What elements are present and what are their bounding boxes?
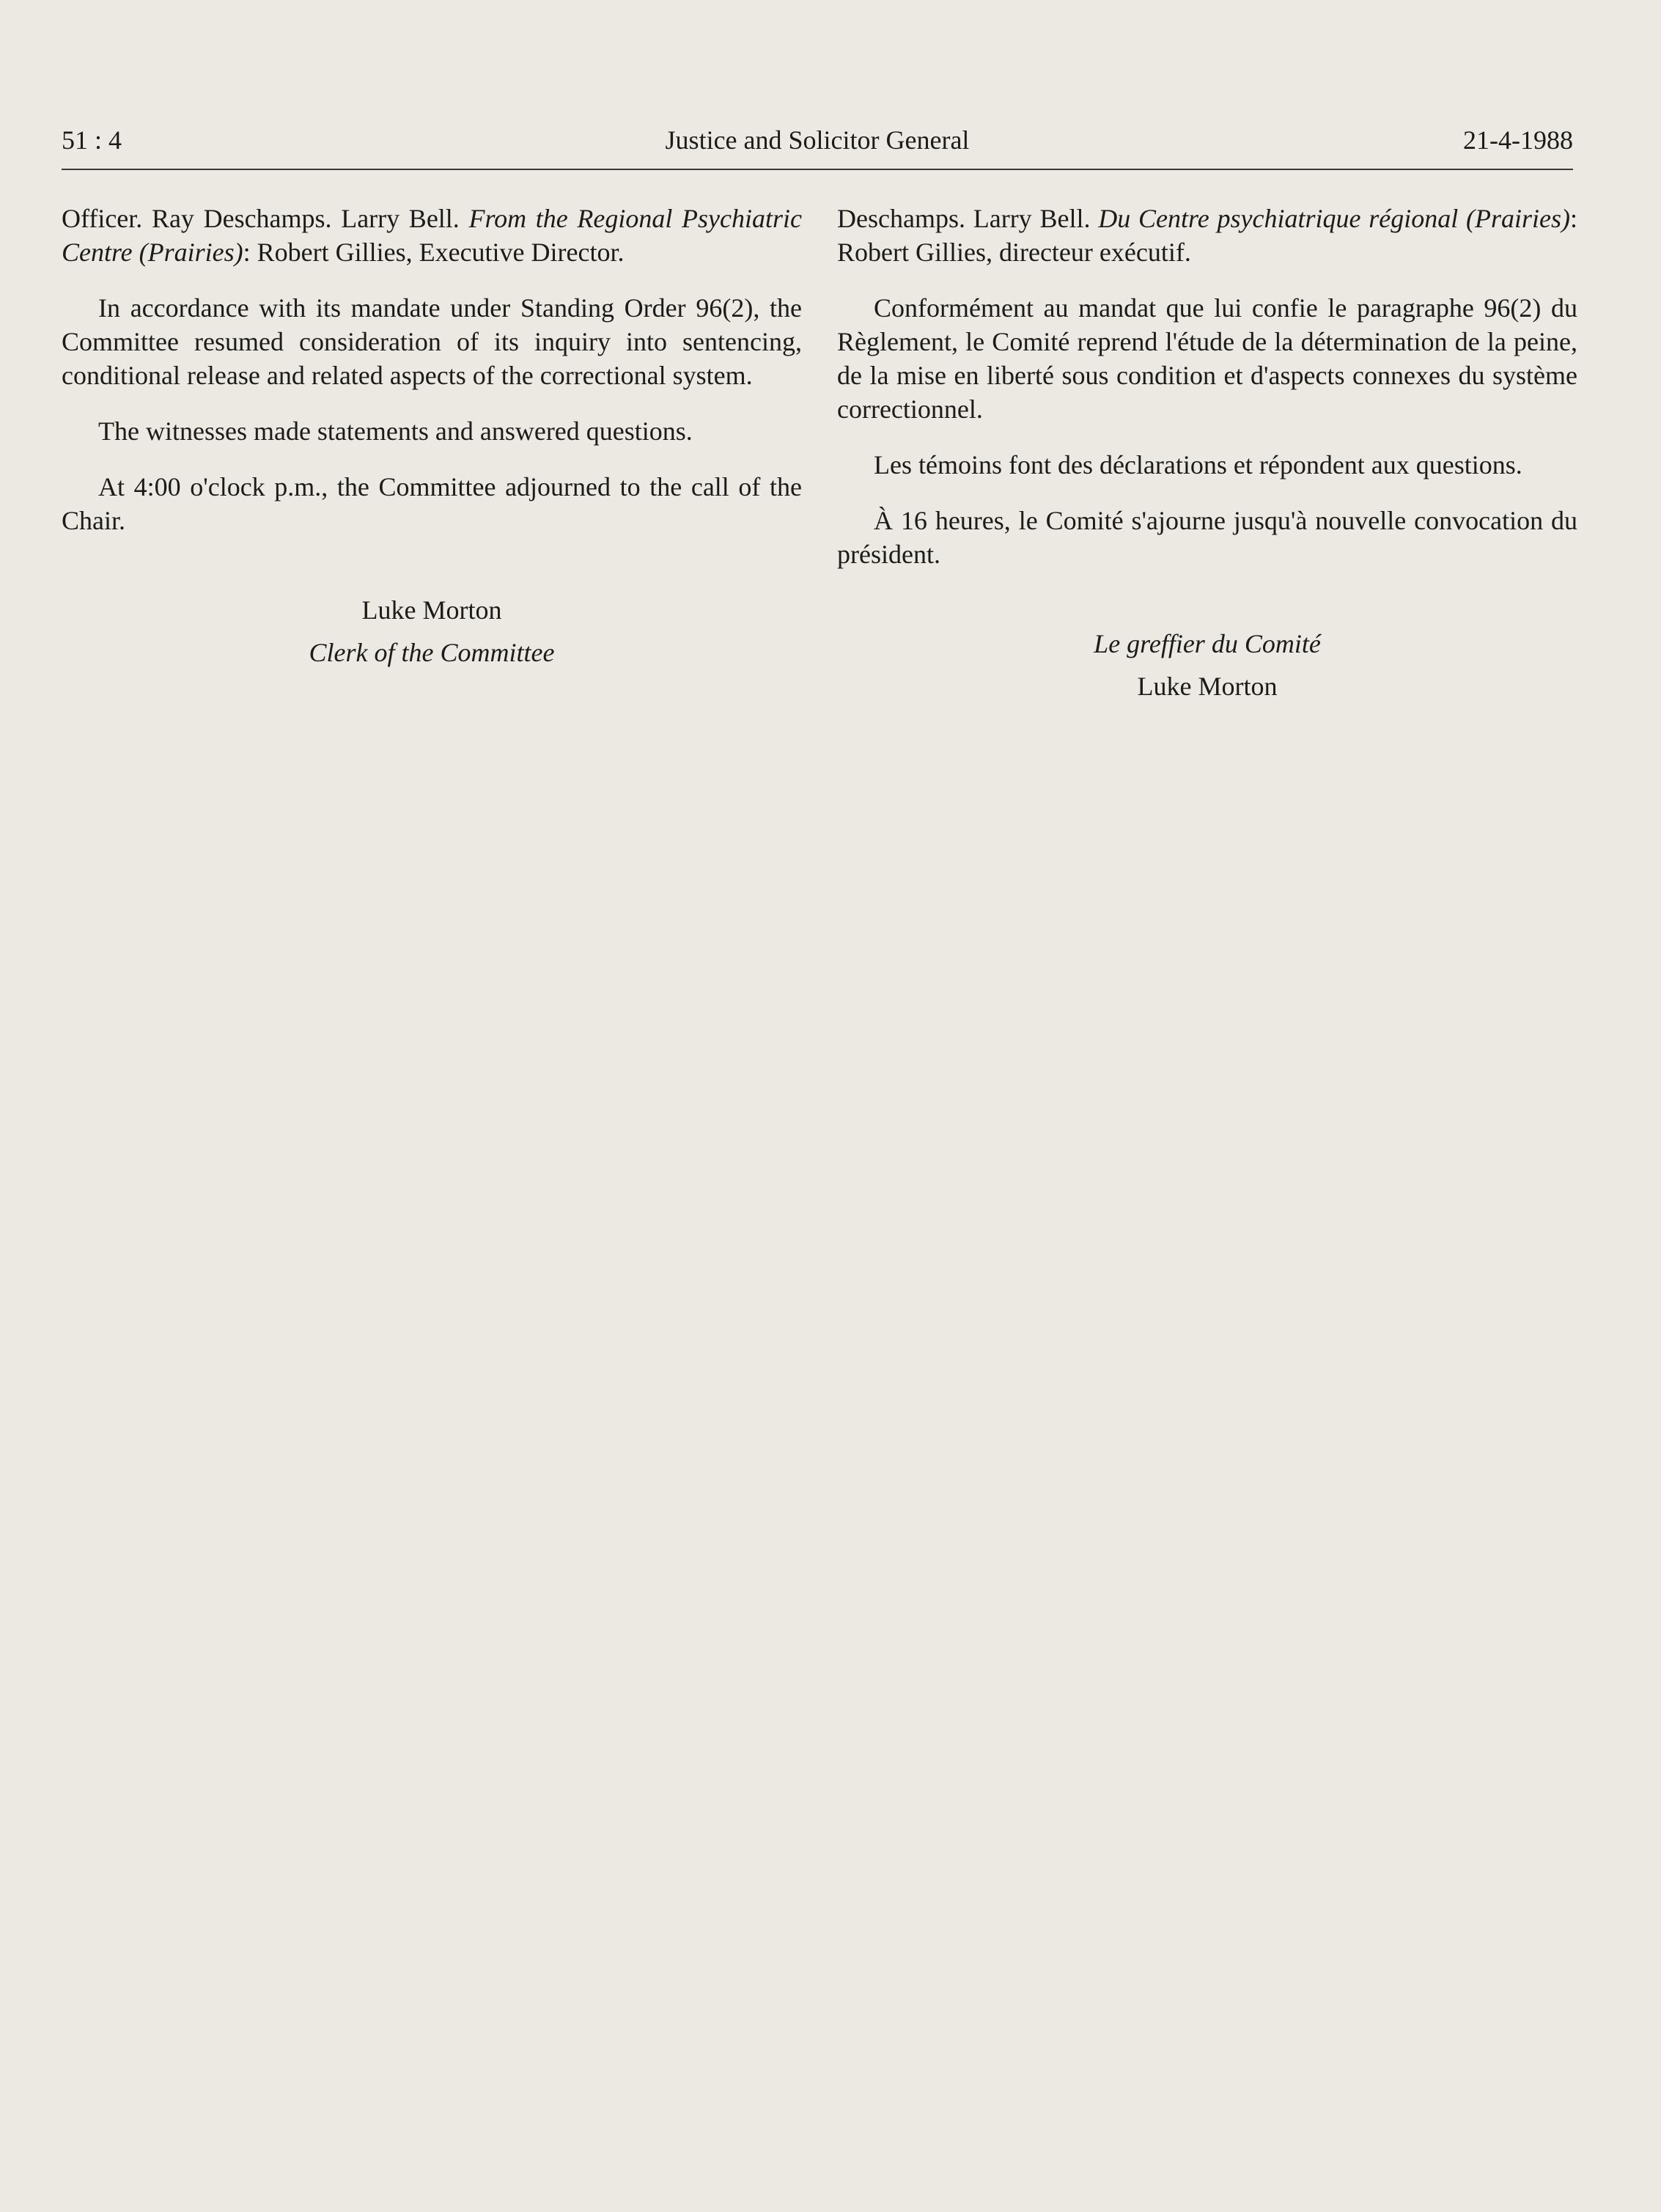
french-column xyxy=(837,202,1577,708)
page-header xyxy=(62,125,1573,170)
header-date: 21-4-1988 xyxy=(1463,125,1573,155)
english-column xyxy=(62,202,802,674)
adjournment-paragraph: At 4:00 o'clock p.m., the Committee adjourned to the call of the Chair. xyxy=(62,472,802,535)
clerk-name-fr: Luke Morton xyxy=(1137,672,1278,701)
statements-paragraph: The witnesses made statements and answered questions. xyxy=(98,416,693,446)
witness-paragraph xyxy=(62,202,802,269)
witness-text-end-fr: : Robert Gillies, directeur exécutif. xyxy=(837,204,1577,267)
clerk-title-fr: Le greffier du Comité xyxy=(1094,629,1321,658)
mandate-paragraph-fr: Conformément au mandat que lui confie le paragraphe 96(2) du Règlement, le Comité reprend l'étude de la détermination de la peine, de la mise en liberté sous condition et d'aspects connexes du système correctionnel. xyxy=(837,293,1577,424)
mandate-paragraph: In accordance with its mandate under Standing Order 96(2), the Committee resumed consideration of its inquiry into sentencing, conditional release and related aspects of the correctional system. xyxy=(62,293,802,390)
clerk-name: Luke Morton xyxy=(361,595,502,625)
signature-block-fr xyxy=(837,622,1577,708)
witness-paragraph-fr xyxy=(837,202,1577,269)
page-number: 51 : 4 xyxy=(62,125,122,155)
witness-text-fr: Deschamps. Larry Bell. xyxy=(837,204,1099,233)
witness-org-fr: Du Centre psychiatrique régional (Prairies) xyxy=(1098,204,1570,233)
witness-text-end: : Robert Gillies, Executive Director. xyxy=(243,238,625,267)
clerk-title: Clerk of the Committee xyxy=(309,638,555,667)
signature-block xyxy=(62,589,802,674)
witness-org: From the Regional Psychiatric Centre (Prairies) xyxy=(62,204,802,267)
witness-text: Officer. Ray Deschamps. Larry Bell. xyxy=(62,204,469,233)
adjournment-paragraph-fr: À 16 heures, le Comité s'ajourne jusqu'à nouvelle convocation du président. xyxy=(837,506,1577,569)
statements-paragraph-fr: Les témoins font des déclarations et répondent aux questions. xyxy=(874,450,1522,479)
header-title: Justice and Solicitor General xyxy=(665,125,970,155)
